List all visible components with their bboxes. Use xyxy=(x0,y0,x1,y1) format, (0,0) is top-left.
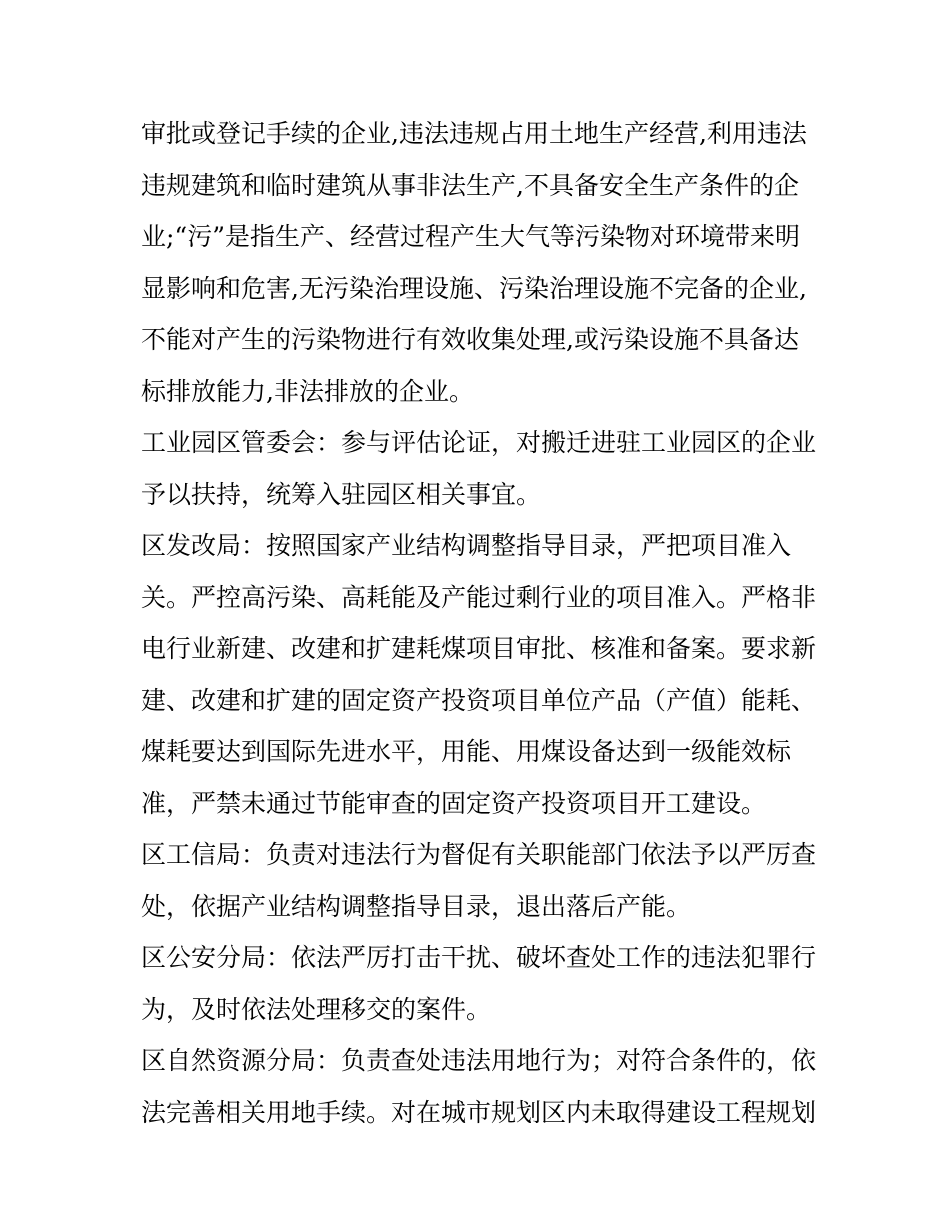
text-line: 关。严控高污染、高耗能及产能过剩行业的项目准入。严格非 xyxy=(141,582,817,612)
text-line: 不能对产生的污染物进行有效收集处理,或污染设施不具备达 xyxy=(141,325,799,354)
document-body xyxy=(141,108,831,1138)
text-line: 审批或登记手续的企业,违法违规占用土地生产经营,利用违法 xyxy=(141,119,807,148)
text-line: 建、改建和扩建的固定资产投资项目单位产品（产值）能耗、 xyxy=(141,685,817,715)
text-line: 显影响和危害,无污染治理设施、污染治理设施不完备的企业, xyxy=(141,273,807,303)
text-line: 区公安分局：依法严厉打击干扰、破坏查处工作的违法犯罪行 xyxy=(141,943,817,972)
text-line: 业;“污”是指生产、经营过程产生大气等污染物对环境带来明 xyxy=(141,222,800,251)
text-line: 为，及时依法处理移交的案件。 xyxy=(141,994,492,1024)
text-line: 区工信局：负责对违法行为督促有关职能部门依法予以严厉查 xyxy=(141,840,817,869)
text-line: 电行业新建、改建和扩建耗煤项目审批、核准和备案。要求新 xyxy=(141,634,817,663)
text-line: 区自然资源分局：负责查处违法用地行为；对符合条件的，依 xyxy=(141,1046,817,1075)
text-line: 煤耗要达到国际先进水平，用能、用煤设备达到一级能效标 xyxy=(141,737,792,766)
text-line: 区发改局：按照国家产业结构调整指导目录，严把项目准入 xyxy=(141,531,792,560)
text-line: 法完善相关用地手续。对在城市规划区内未取得建设工程规划 xyxy=(141,1097,817,1127)
text-line: 处，依据产业结构调整指导目录，退出落后产能。 xyxy=(141,891,692,921)
text-line: 工业园区管委会：参与评估论证，对搬迁进驻工业园区的企业 xyxy=(141,428,817,457)
text-line: 予以扶持，统筹入驻园区相关事宜。 xyxy=(141,479,542,509)
text-line: 标排放能力,非法排放的企业。 xyxy=(141,376,474,406)
text-line: 准，严禁未通过节能审查的固定资产投资项目开工建设。 xyxy=(141,788,767,818)
text-line: 违规建筑和临时建筑从事非法生产,不具备安全生产条件的企 xyxy=(141,170,799,200)
